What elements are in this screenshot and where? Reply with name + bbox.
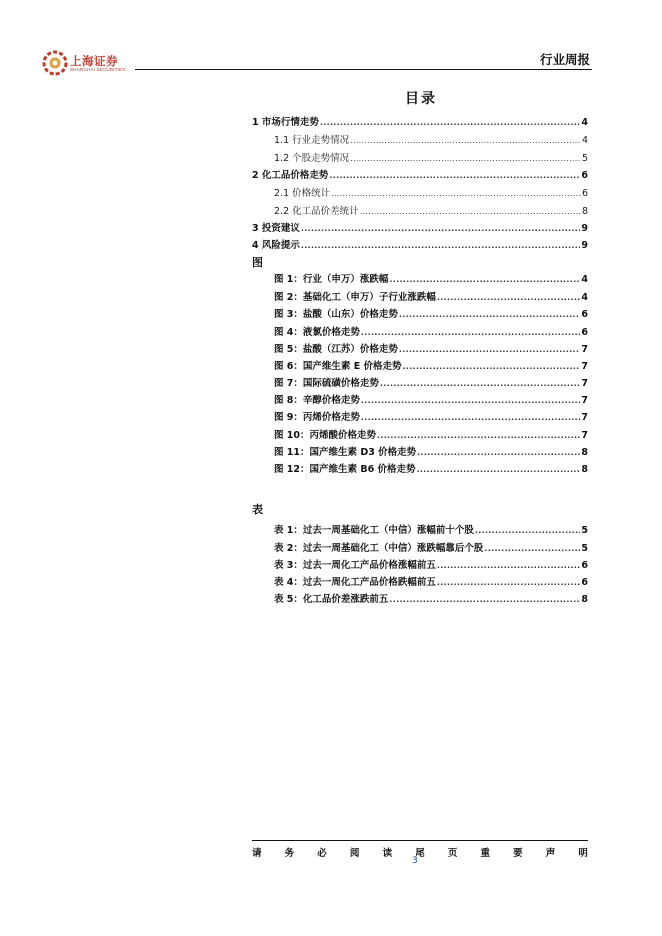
figure-entry-page: 4 — [581, 274, 588, 285]
figure-entry-label: 图 3：盐酸（山东）价格走势 — [274, 309, 398, 320]
figure-entry-label: 图 8：辛醇价格走势 — [274, 395, 360, 406]
disclaimer-char: 重 — [480, 848, 490, 859]
leader-dots — [377, 430, 580, 442]
table-entry[interactable] — [252, 575, 588, 589]
toc-entry-page: 5 — [581, 153, 588, 164]
figure-entry-page: 6 — [581, 309, 588, 320]
toc-entry-label: 1.1 行业走势情况 — [274, 135, 350, 146]
table-entry-page: 8 — [581, 594, 588, 605]
disclaimer-char: 阅 — [349, 848, 360, 859]
figure-entry[interactable] — [252, 376, 588, 390]
toc-entry-page: 4 — [581, 117, 588, 128]
figure-entry-page: 8 — [581, 464, 588, 475]
figure-entry-label: 图 9：丙烯价格走势 — [274, 412, 360, 423]
toc-entry[interactable] — [252, 204, 588, 218]
logo-subtext: SHANGHAI SECURITIES — [70, 67, 126, 72]
toc-entry[interactable] — [252, 221, 588, 235]
leader-dots — [389, 594, 580, 606]
figure-entry[interactable] — [252, 325, 588, 339]
disclaimer-char: 要 — [513, 848, 523, 859]
toc-entry-page: 9 — [581, 240, 588, 251]
disclaimer-char: 读 — [382, 848, 393, 859]
figure-entry-label: 图 12：国产维生素 B6 价格走势 — [274, 464, 416, 475]
toc-entry[interactable] — [252, 133, 588, 147]
disclaimer-char: 必 — [317, 848, 327, 859]
leader-dots — [389, 274, 580, 286]
figure-entry[interactable] — [252, 359, 588, 373]
table-entry[interactable] — [252, 558, 588, 572]
toc-entry[interactable] — [252, 115, 588, 129]
figure-entry-label: 图 7：国际硫磺价格走势 — [274, 378, 379, 389]
leader-dots — [331, 188, 581, 200]
disclaimer-char: 务 — [284, 848, 295, 859]
figure-entry-page: 7 — [581, 378, 588, 389]
figure-entry[interactable] — [252, 307, 588, 321]
figures-heading: 图 — [252, 256, 263, 269]
leader-dots — [399, 309, 580, 321]
leader-dots — [361, 412, 580, 424]
table-entry-label: 表 3：过去一周化工产品价格涨幅前五 — [274, 560, 436, 571]
toc-entry-page: 4 — [581, 135, 588, 146]
leader-dots — [320, 117, 580, 129]
leader-dots — [417, 464, 581, 476]
table-entry-page: 5 — [581, 543, 588, 554]
toc-entry-page: 6 — [581, 188, 588, 199]
disclaimer-char: 明 — [578, 848, 588, 859]
figure-entry-label: 图 5：盐酸（江苏）价格走势 — [274, 344, 398, 355]
logo-emblem-icon — [42, 50, 68, 76]
leader-dots — [399, 344, 580, 356]
toc-entry[interactable] — [252, 238, 588, 252]
company-logo — [42, 50, 132, 76]
figure-entry-label: 图 11：国产维生素 D3 价格走势 — [274, 447, 417, 458]
figure-entry-label: 图 4：液氯价格走势 — [274, 327, 360, 338]
table-entry-label: 表 4：过去一周化工产品价格跌幅前五 — [274, 577, 436, 588]
leader-dots — [350, 153, 581, 165]
figure-entry-page: 7 — [581, 395, 588, 406]
leader-dots — [301, 223, 580, 235]
figure-entry[interactable] — [252, 272, 588, 286]
toc-entry-label: 1 市场行情走势 — [252, 117, 319, 128]
figure-entry-label: 图 2：基础化工（申万）子行业涨跌幅 — [274, 292, 436, 303]
figure-entry-label: 图 10：丙烯酸价格走势 — [274, 430, 377, 441]
leader-dots — [417, 447, 580, 459]
disclaimer-char: 声 — [545, 848, 556, 859]
table-entry-label: 表 2：过去一周基础化工（中信）涨跌幅靠后个股 — [274, 543, 484, 554]
leader-dots — [475, 525, 580, 537]
leader-dots — [329, 170, 580, 182]
figure-entry-page: 8 — [581, 447, 588, 458]
disclaimer-char: 页 — [447, 848, 458, 859]
toc-entry[interactable] — [252, 186, 588, 200]
logo-text: 上海证券 — [70, 54, 118, 68]
table-entry-page: 5 — [581, 525, 588, 536]
figure-entry-page: 7 — [581, 344, 588, 355]
leader-dots — [437, 577, 580, 589]
toc-entry-label: 2 化工品价格走势 — [252, 170, 329, 181]
leader-dots — [437, 560, 580, 572]
disclaimer-char: 尾 — [415, 848, 425, 859]
toc-entry-label: 2.2 化工品价差统计 — [274, 206, 359, 217]
tables-heading: 表 — [252, 503, 263, 516]
footer-divider — [252, 840, 588, 841]
leader-dots — [301, 240, 580, 252]
figure-entry[interactable] — [252, 428, 588, 442]
figure-entry[interactable] — [252, 445, 588, 459]
leader-dots — [360, 206, 581, 218]
report-type-label: 行业周报 — [539, 52, 590, 67]
footer-disclaimer — [252, 845, 588, 859]
figure-entry[interactable] — [252, 290, 588, 304]
leader-dots — [437, 292, 580, 304]
disclaimer-char: 请 — [252, 848, 262, 859]
toc-entry[interactable] — [252, 168, 588, 182]
figure-entry-label: 图 1：行业（申万）涨跌幅 — [274, 274, 389, 285]
figure-entry-page: 7 — [581, 361, 588, 372]
figure-entry[interactable] — [252, 393, 588, 407]
figure-entry-page: 7 — [581, 412, 588, 423]
toc-entry-page: 8 — [581, 206, 588, 217]
page-number: 3 — [412, 856, 418, 866]
figure-entry[interactable] — [252, 410, 588, 424]
leader-dots — [361, 395, 580, 407]
toc-entry-label: 1.2 个股走势情况 — [274, 153, 350, 164]
figure-entry-page: 4 — [581, 292, 588, 303]
figure-entry-page: 7 — [581, 430, 588, 441]
figure-entry[interactable] — [252, 342, 588, 356]
figure-entry-label: 图 6：国产维生素 E 价格走势 — [274, 361, 402, 372]
figure-entry-page: 6 — [581, 327, 588, 338]
toc-entry-page: 9 — [581, 223, 588, 234]
leader-dots — [403, 361, 581, 373]
figure-entry[interactable] — [252, 462, 588, 476]
table-entry-label: 表 5：化工品价差涨跌前五 — [274, 594, 389, 605]
leader-dots — [350, 135, 581, 147]
toc-entry-label: 2.1 价格统计 — [274, 188, 331, 199]
table-entry[interactable] — [252, 541, 588, 555]
table-entry-label: 表 1：过去一周基础化工（中信）涨幅前十个股 — [274, 525, 474, 536]
toc-title: 目录 — [405, 91, 437, 107]
table-entry-page: 6 — [581, 577, 588, 588]
leader-dots — [380, 378, 580, 390]
toc-entry-page: 6 — [581, 170, 588, 181]
toc-entry[interactable] — [252, 151, 588, 165]
table-entry[interactable] — [252, 592, 588, 606]
toc-entry-label: 3 投资建议 — [252, 223, 300, 234]
leader-dots — [361, 327, 580, 339]
header-divider — [135, 69, 592, 70]
toc-entry-label: 4 风险提示 — [252, 240, 300, 251]
leader-dots — [484, 543, 580, 555]
table-entry-page: 6 — [581, 560, 588, 571]
table-entry[interactable] — [252, 523, 588, 537]
